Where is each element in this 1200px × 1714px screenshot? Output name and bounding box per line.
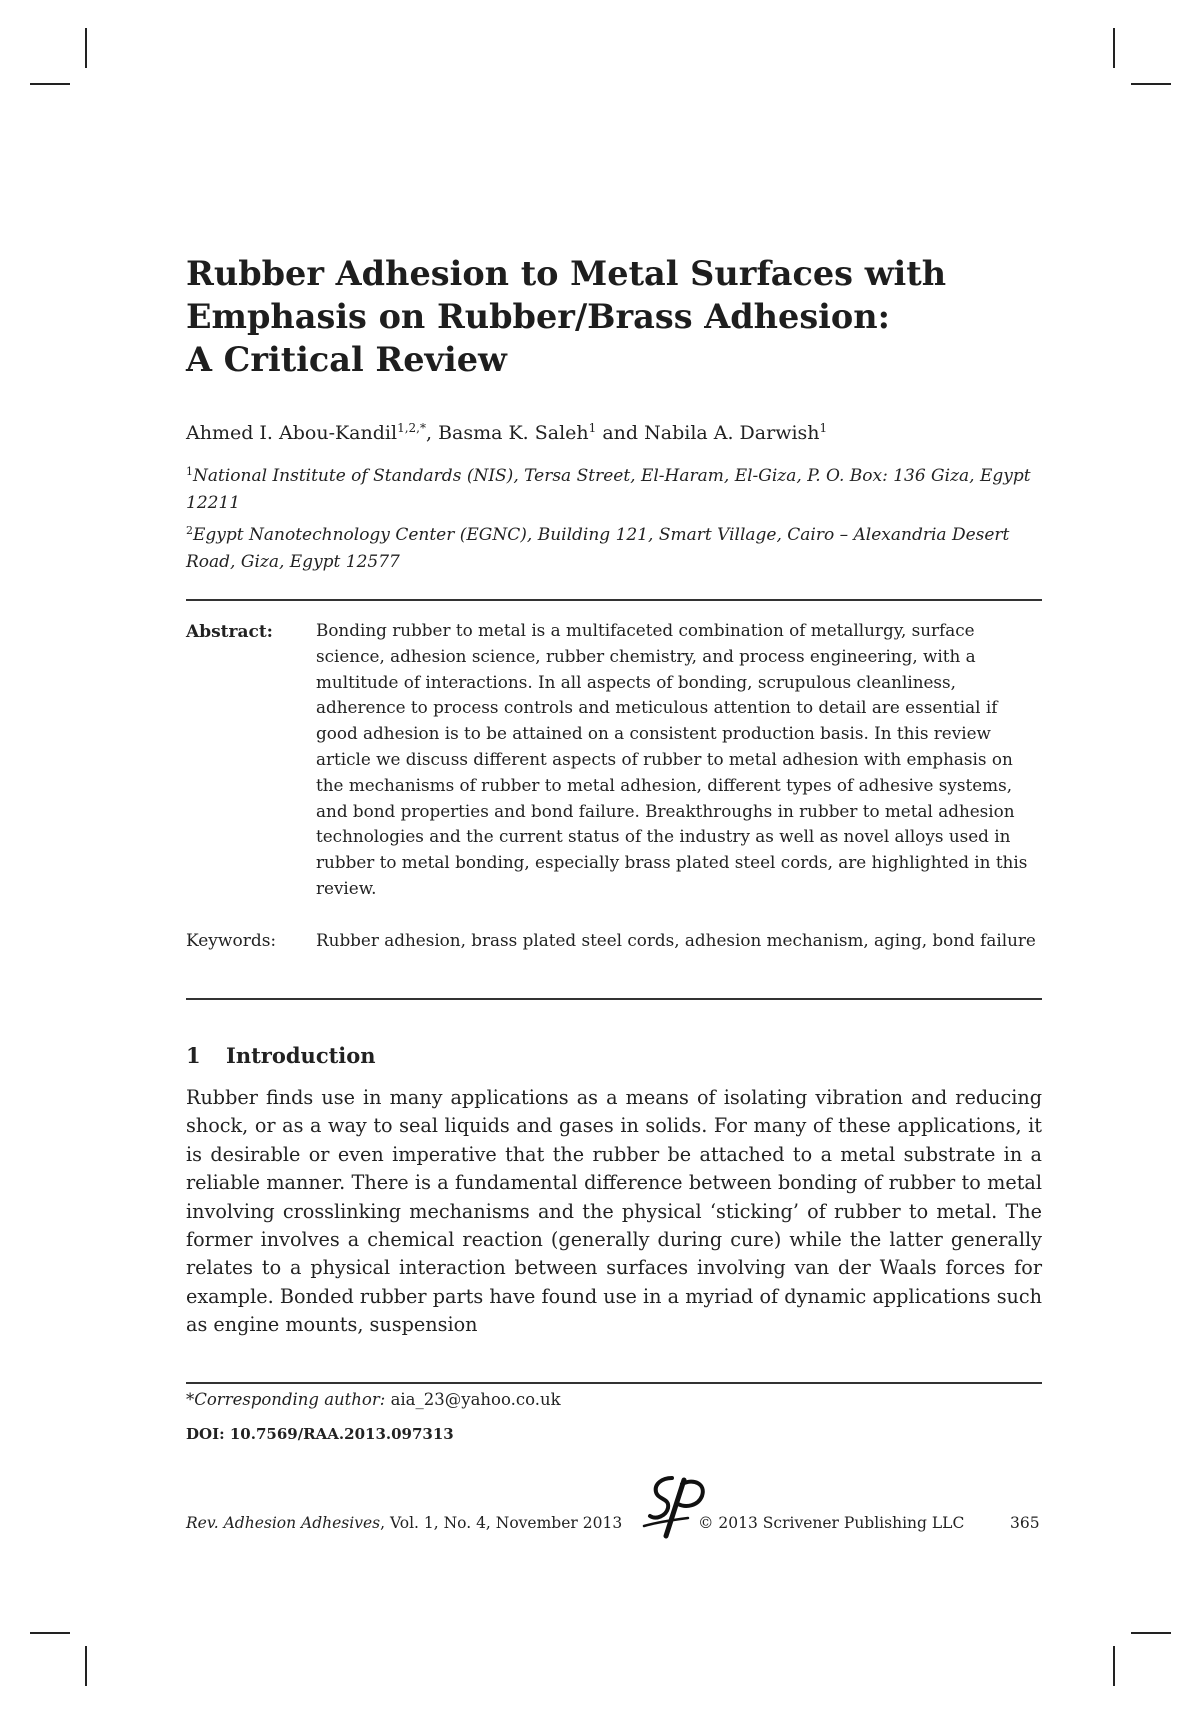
section-number: 1 [186, 1043, 201, 1068]
abstract-top-rule [186, 599, 1042, 601]
crop-mark-bottom-right-h [1131, 1632, 1171, 1634]
journal-name: Rev. Adhesion Adhesives [186, 1514, 381, 1532]
affiliation-text: Egypt Nanotechnology Center (EGNC), Building 121, Smart Village, Cairo – Alexandria Desert Road, Giza, Egypt 12577 [186, 525, 1010, 572]
abstract-text: Bonding rubber to metal is a multifaceted combination of metallurgy, surface science, adhesion science, rubber chemistry, and process engineering, with a multitude of interactions. In all aspects of bonding, scrupulous cleanliness, adherence to process controls and meticulous attention to detail are essential if good adhesion is to be attained on a consistent production basis. In this review article we discuss different aspects of rubber to metal adhesion with emphasis on the mechanisms of rubber to metal adhesion, different types of adhesive systems, and bond properties and bond failure. Breakthroughs in rubber to metal adhesion technologies and the current status of the industry as well as novel alloys used in rubber to metal bonding, especially brass plated steel cords, are highlighted in this review. [316, 620, 1028, 898]
crop-mark-top-right-v [1113, 28, 1115, 68]
author-affil-sup: 1,2,* [397, 421, 426, 435]
title-line: Rubber Adhesion to Metal Surfaces with [186, 254, 947, 293]
journal-issue: , Vol. 1, No. 4, November 2013 [380, 1514, 623, 1532]
section-heading [186, 1043, 376, 1068]
author-name: Nabila A. Darwish [644, 422, 820, 444]
keywords-label: Keywords: [186, 931, 277, 951]
corresponding-author-note [186, 1390, 561, 1409]
author-affil-sup: 1 [819, 421, 828, 435]
crop-mark-bottom-left-h [30, 1632, 70, 1634]
paper-title [186, 252, 1046, 381]
author-name: Ahmed I. Abou-Kandil [186, 422, 398, 444]
abstract-label: Abstract: [186, 622, 273, 642]
abstract-bottom-rule [186, 998, 1042, 1000]
author-sep: , [425, 422, 439, 444]
affiliation [186, 517, 1046, 576]
footnote-rule [186, 1382, 1042, 1384]
affiliations [186, 458, 1046, 576]
copyright-notice: © 2013 Scrivener Publishing LLC [698, 1514, 965, 1532]
corresponding-email: aia_23@yahoo.co.uk [385, 1390, 561, 1409]
crop-mark-top-left-v [85, 28, 87, 68]
title-line: Emphasis on Rubber/Brass Adhesion: [186, 297, 890, 336]
intro-paragraph: Rubber finds use in many applications as a means of isolating vibration and reducing shock, or as a way to seal liquids and gases in solids. For many of these applications, it is desirable or even imperative that the rubber be attached to a metal substrate in a reliable manner. There is a fundamental difference between bonding of rubber to metal involving crosslinking mechanisms and the physical ‘sticking’ of rubber to metal. The former involves a chemical reaction (generally during cure) while the latter generally relates to a physical interaction between surfaces involving van der Waals forces for example. Bonded rubber parts have found use in a myriad of dynamic applications such as engine mounts, suspension [186, 1086, 1042, 1337]
crop-mark-bottom-left-v [85, 1646, 87, 1686]
journal-citation [186, 1514, 622, 1532]
affiliation-sup: 1 [186, 465, 193, 478]
author-affil-sup: 1 [588, 421, 597, 435]
author-sep: and [596, 422, 645, 444]
section-title: Introduction [226, 1043, 376, 1068]
crop-mark-top-left-h [30, 83, 70, 85]
page-number: 365 [1010, 1514, 1040, 1532]
crop-mark-top-right-h [1131, 83, 1171, 85]
affiliation-text: National Institute of Standards (NIS), Tersa Street, El-Haram, El-Giza, P. O. Box: 136 Giza, Egypt 12211 [186, 466, 1031, 513]
doi: DOI: 10.7569/RAA.2013.097313 [186, 1425, 454, 1443]
title-line: A Critical Review [186, 340, 507, 379]
author-name: Basma K. Saleh [438, 422, 589, 444]
keywords-text: Rubber adhesion, brass plated steel cords, adhesion mechanism, aging, bond failure [316, 930, 1036, 950]
author-list [186, 416, 1046, 445]
affiliation [186, 458, 1046, 517]
corresponding-label: *Corresponding author: [186, 1390, 386, 1409]
crop-mark-bottom-right-v [1113, 1646, 1115, 1686]
affiliation-sup: 2 [186, 524, 193, 537]
